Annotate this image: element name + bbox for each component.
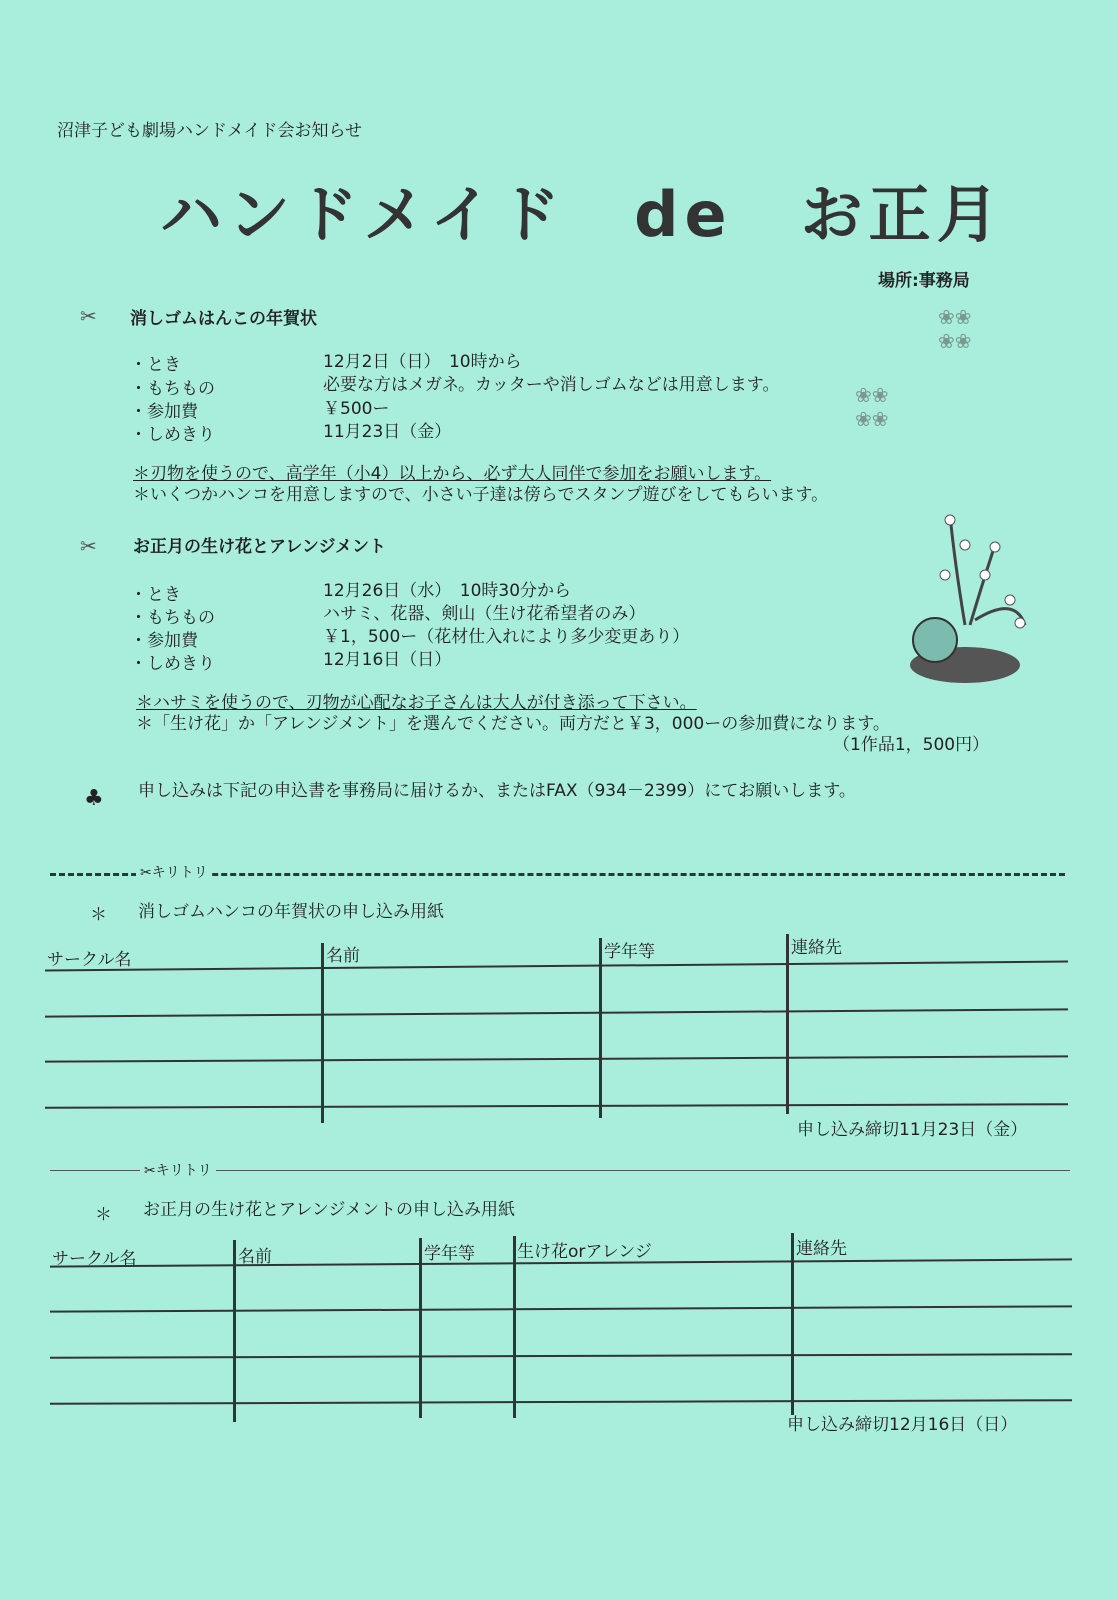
form2-col-choice: 生け花orアレンジ: [517, 1242, 652, 1262]
s1-label-deadline: ・しめきり: [130, 425, 215, 445]
application-instructions: 申し込みは下記の申込書を事務局に届けるか、またはFAX（934－2399）にてお願いします。: [138, 781, 856, 801]
form1-deadline: 申し込み締切11月23日（金）: [797, 1120, 1028, 1140]
s2-value-date: 12月26日（水） 10時30分から: [323, 581, 572, 601]
s1-note-1: ＊刃物を使うので、高学年（小4）以上から、必ず大人同伴で参加をお願いします。: [133, 464, 772, 484]
form2-col-contact: 連絡先: [796, 1239, 847, 1259]
form2-row-line: [50, 1399, 1072, 1405]
form2-deadline: 申し込み締切12月16日（日）: [787, 1415, 1018, 1435]
s2-label-fee: ・参加費: [130, 631, 198, 651]
form2-asterisk: ＊: [95, 1205, 112, 1225]
pine-decoration-icon: ❀❀ ❀❀: [855, 383, 889, 431]
form2-row-line: [50, 1305, 1072, 1312]
form2-row-line: [50, 1353, 1072, 1359]
s2-value-items: ハサミ、花器、剣山（生け花希望者のみ）: [323, 604, 646, 624]
section2-heading: お正月の生け花とアレンジメント: [133, 537, 386, 557]
form1-col-divider: [599, 938, 602, 1118]
form2-col-divider: [419, 1238, 422, 1418]
scissors-bullet-icon: ✂: [80, 534, 97, 558]
form2-col-grade: 学年等: [424, 1244, 475, 1264]
cut-label: ✂キリトリ: [136, 862, 212, 882]
page-title: ハンドメイド de お正月: [160, 178, 1005, 251]
scissors-bullet-icon: ✂: [80, 304, 97, 328]
form2-title: お正月の生け花とアレンジメントの申し込み用紙: [143, 1200, 515, 1220]
form1-col-contact: 連絡先: [791, 938, 842, 958]
s1-label-date: ・とき: [130, 355, 181, 375]
form1-col-divider: [786, 934, 789, 1114]
form2-col-circle: サークル名: [52, 1249, 137, 1269]
form2-col-divider: [513, 1236, 516, 1418]
section1-heading: 消しゴムはんこの年賀状: [130, 309, 317, 329]
form1-col-grade: 学年等: [604, 942, 655, 962]
s2-value-deadline: 12月16日（日）: [323, 650, 452, 670]
s2-label-date: ・とき: [130, 585, 181, 605]
event-location: 場所:事務局: [878, 271, 970, 291]
s2-value-fee: ￥1，500ー（花材仕入れにより多少変更あり）: [323, 627, 690, 647]
form1-title: 消しゴムハンコの年賀状の申し込み用紙: [138, 902, 444, 922]
form1-row-line: [45, 1103, 1068, 1109]
form1-col-name: 名前: [326, 946, 360, 966]
s2-note-3: （1作品1，500円）: [833, 735, 990, 755]
s1-value-items: 必要な方はメガネ。カッターや消しゴムなどは用意します。: [323, 375, 780, 395]
s1-value-fee: ￥500ー: [323, 399, 390, 419]
s1-value-date: 12月2日（日） 10時から: [323, 352, 522, 372]
s1-label-items: ・もちもの: [130, 379, 215, 399]
pine-decoration-icon: ❀❀ ❀❀: [938, 305, 972, 353]
organizer-subtitle: 沼津子ども劇場ハンドメイド会お知らせ: [57, 121, 362, 141]
form1-row-line: [45, 1008, 1068, 1017]
s2-label-items: ・もちもの: [130, 608, 215, 628]
form1-asterisk: ＊: [90, 905, 107, 925]
form1-row-line: [45, 1055, 1068, 1062]
s2-note-2: ＊「生け花」か「アレンジメント」を選んでください。両方だと￥3，000ーの参加費になります。: [136, 714, 890, 734]
form1-col-circle: サークル名: [47, 950, 132, 970]
form2-col-divider: [791, 1233, 794, 1415]
s2-label-deadline: ・しめきり: [130, 654, 215, 674]
cut-label: ✂キリトリ: [140, 1160, 216, 1180]
s2-note-1: ＊ハサミを使うので、刃物が心配なお子さんは大人が付き添って下さい。: [136, 693, 697, 713]
s1-value-deadline: 11月23日（金）: [323, 422, 452, 442]
club-bullet-icon: ♣: [84, 786, 104, 811]
flower-arrangement-illustration: [895, 505, 1045, 695]
form1-row-line: [45, 961, 1068, 972]
s1-note-2: ＊いくつかハンコを用意しますので、小さい子達は傍らでスタンプ遊びをしてもらいます。: [133, 485, 829, 505]
form2-col-name: 名前: [238, 1247, 272, 1267]
form2-col-divider: [233, 1240, 236, 1422]
s1-label-fee: ・参加費: [130, 402, 198, 422]
form1-col-divider: [321, 943, 324, 1123]
